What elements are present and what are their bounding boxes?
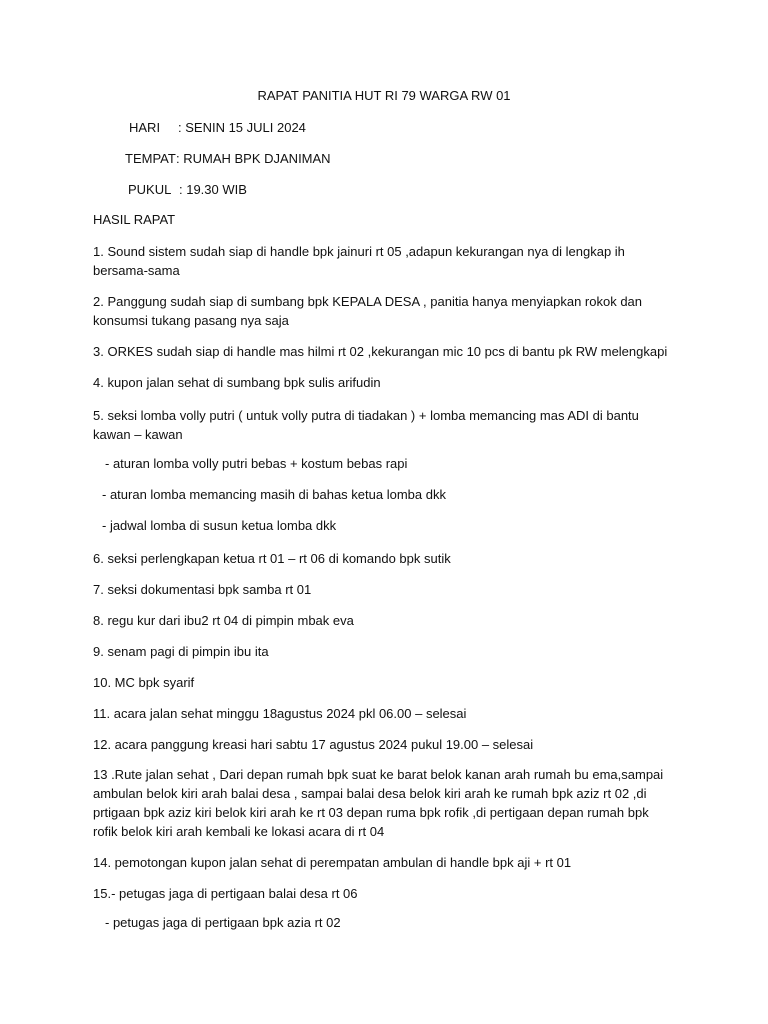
list-item: 12. acara panggung kreasi hari sabtu 17 agustus 2024 pukul 19.00 – selesai: [93, 737, 534, 752]
sub-item: - petugas jaga di pertigaan bpk azia rt 02: [105, 915, 341, 930]
list-item: 1. Sound sistem sudah siap di handle bpk jainuri rt 05 ,adapun kekurangan nya di lengkap ih bersama-sama: [93, 244, 625, 278]
tempat-label: TEMPAT: [125, 151, 176, 166]
list-item: 10. MC bpk syarif: [93, 675, 195, 690]
hari-label: HARI: [129, 120, 161, 135]
list-item: 4. kupon jalan sehat di sumbang bpk sulis arifudin: [93, 375, 381, 390]
sub-item: - aturan lomba memancing masih di bahas ketua lomba dkk: [102, 487, 446, 502]
tempat-value: : RUMAH BPK DJANIMAN: [176, 151, 331, 166]
list-item: 8. regu kur dari ibu2 rt 04 di pimpin mbak eva: [93, 613, 354, 628]
pukul-value: : 19.30 WIB: [179, 182, 247, 197]
list-item: 3. ORKES sudah siap di handle mas hilmi rt 02 ,kekurangan mic 10 pcs di bantu pk RW melengkapi: [93, 344, 668, 359]
section-heading: HASIL RAPAT: [93, 212, 176, 227]
list-item: 15.- petugas jaga di pertigaan balai desa rt 06: [93, 886, 358, 901]
list-item: 13 .Rute jalan sehat , Dari depan rumah bpk suat ke barat belok kanan arah rumah bu ema,sampai ambulan belok kiri arah balai desa , sampai balai desa belok kiri arah ke rumah bpk aziz rt 02 ,di prtigaan bpk aziz kiri belok kiri arah ke rt 03 depan ruma bpk rofik ,di pertigaan depan rumah bpk rofik belok kiri arah kembali ke lokasi acara di rt 04: [93, 767, 664, 839]
list-item: 9. senam pagi di pimpin ibu ita: [93, 644, 269, 659]
list-item: 6. seksi perlengkapan ketua rt 01 – rt 06 di komando bpk sutik: [93, 551, 451, 566]
list-item: 2. Panggung sudah siap di sumbang bpk KEPALA DESA , panitia hanya menyiapkan rokok dan konsumsi tukang pasang nya saja: [93, 294, 643, 328]
list-item: 5. seksi lomba volly putri ( untuk volly putra di tiadakan ) + lomba memancing mas ADI di bantu kawan – kawan: [93, 408, 639, 442]
document-title: RAPAT PANITIA HUT RI 79 WARGA RW 01: [257, 88, 511, 103]
pukul-label: PUKUL: [128, 182, 172, 197]
sub-item: - aturan lomba volly putri bebas + kostum bebas rapi: [105, 456, 408, 471]
list-item: 7. seksi dokumentasi bpk samba rt 01: [93, 582, 312, 597]
sub-item: - jadwal lomba di susun ketua lomba dkk: [102, 518, 337, 533]
hari-value: : SENIN 15 JULI 2024: [178, 120, 306, 135]
list-item: 11. acara jalan sehat minggu 18agustus 2024 pkl 06.00 – selesai: [93, 706, 467, 721]
list-item: 14. pemotongan kupon jalan sehat di perempatan ambulan di handle bpk aji + rt 01: [93, 855, 572, 870]
